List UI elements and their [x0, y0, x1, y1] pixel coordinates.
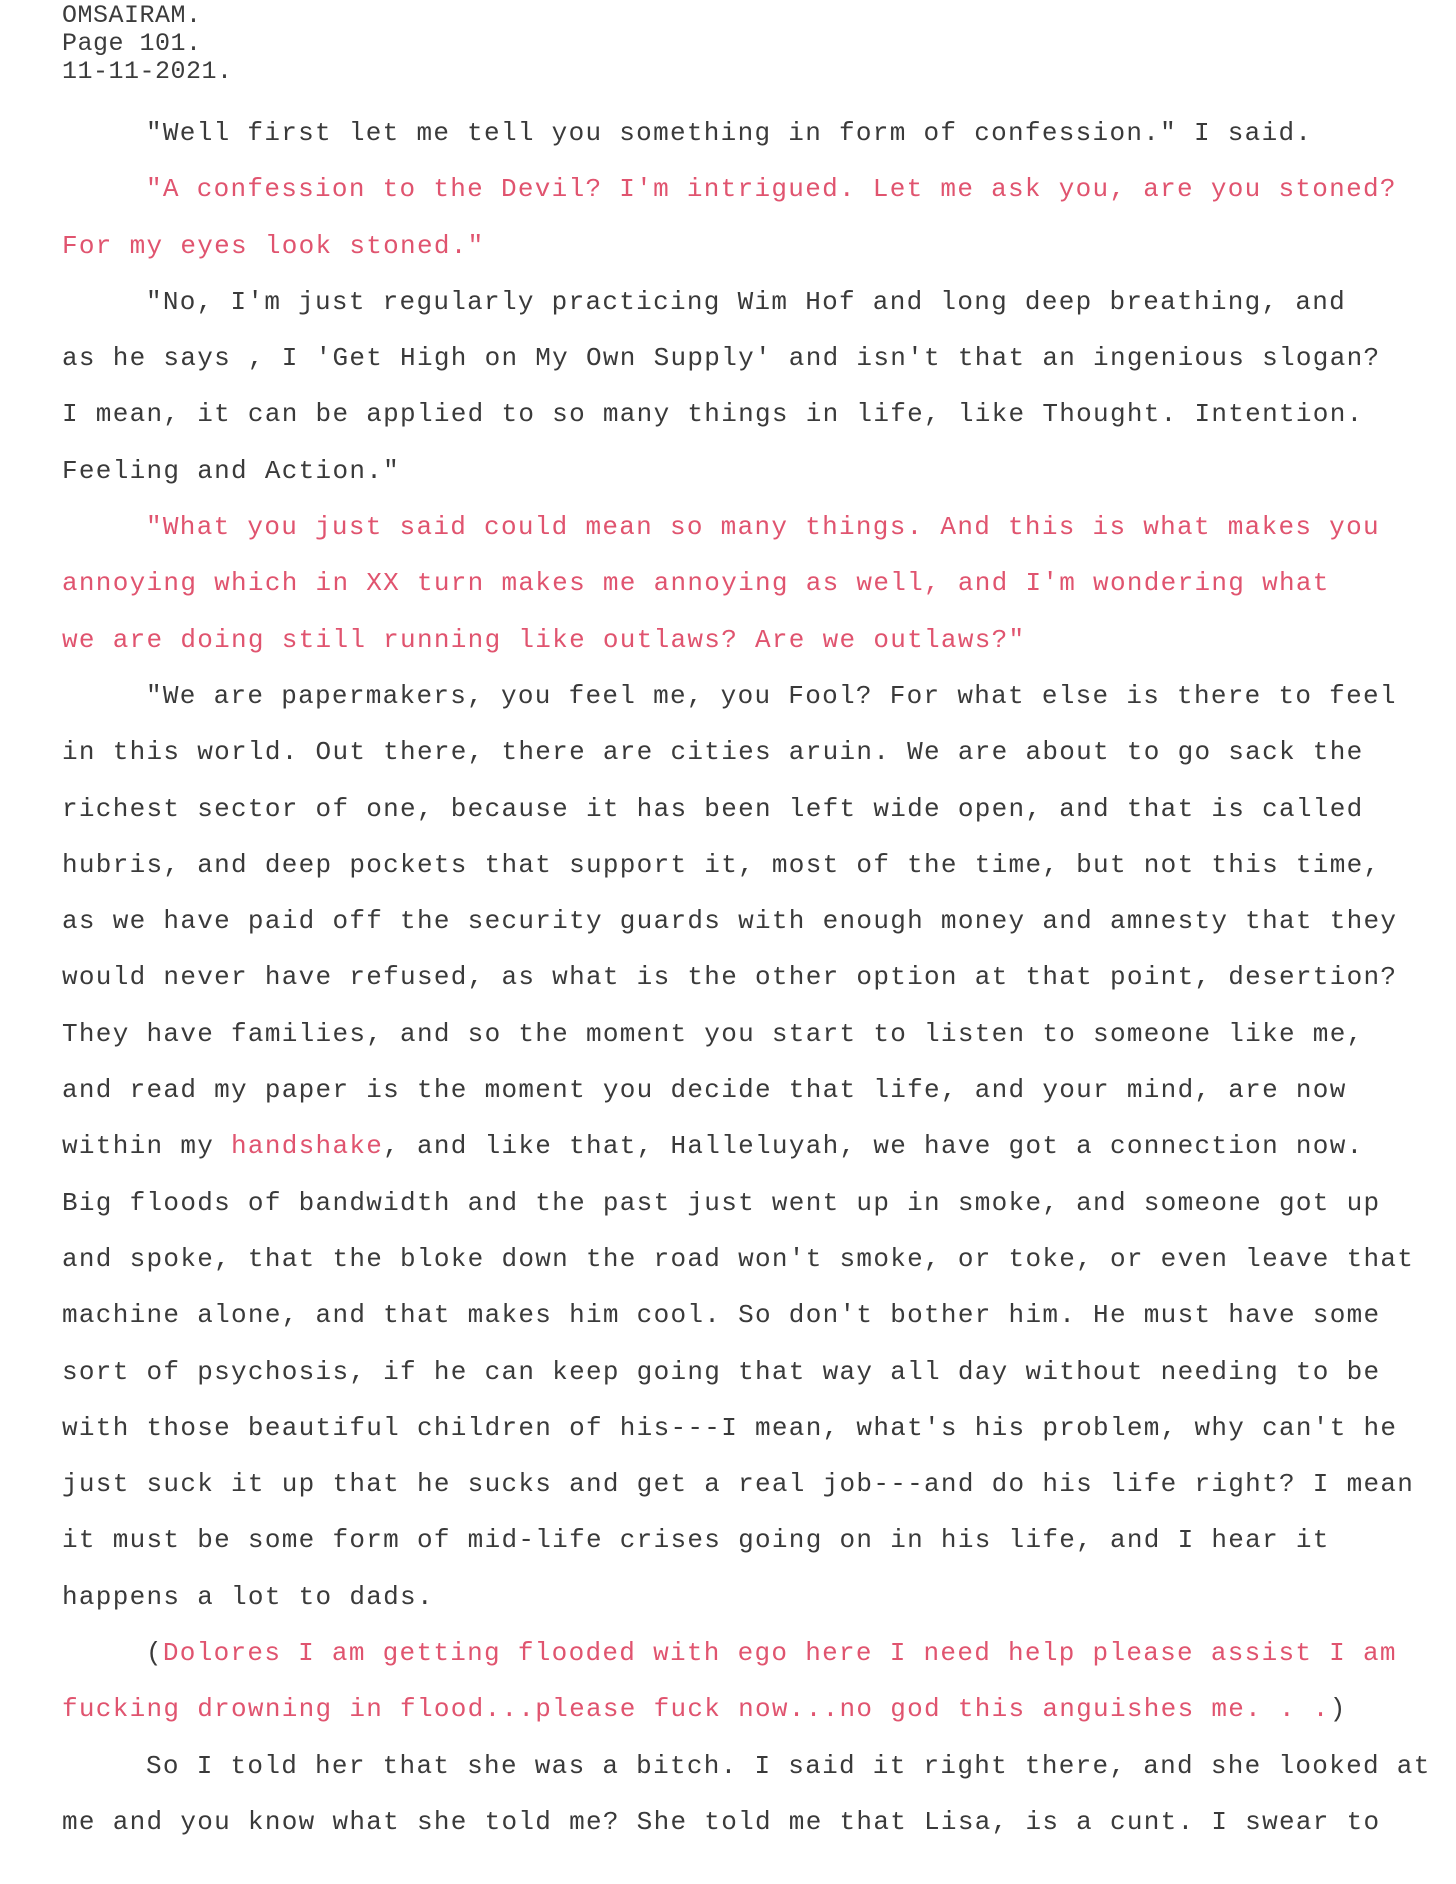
text-line	[62, 330, 1442, 386]
text-line	[62, 612, 1442, 668]
text-segment: (	[146, 1638, 163, 1669]
text-segment: sort of psychosis, if he can keep going that way all day without needing to be	[62, 1356, 1381, 1387]
text-segment: in this world. Out there, there are cities aruin. We are about to go sack the	[62, 737, 1364, 768]
text-segment: as he says , I 'Get High on My Own Supply' and isn't that an ingenious slogan?	[62, 343, 1381, 374]
text-line	[62, 1681, 1442, 1737]
text-line	[62, 1006, 1442, 1062]
red-text-segment: handshake	[231, 1131, 384, 1162]
text-line	[62, 1794, 1442, 1850]
text-line	[62, 555, 1442, 611]
red-text-segment: annoying which in XX turn makes me annoying as well, and I'm wondering what	[62, 568, 1330, 599]
text-line	[62, 1400, 1442, 1456]
text-line	[62, 1062, 1442, 1118]
text-segment: it must be some form of mid-life crises going on in his life, and I hear it	[62, 1525, 1330, 1556]
text-line	[62, 1512, 1442, 1568]
text-segment: So I told her that she was a bitch. I said it right there, and she looked at	[146, 1750, 1431, 1781]
text-line	[62, 443, 1442, 499]
text-line	[62, 386, 1442, 442]
text-line	[62, 1456, 1442, 1512]
red-text-segment: For my eyes look stoned."	[62, 230, 485, 261]
header-title: OMSAIRAM.	[62, 1, 202, 30]
red-text-segment: "A confession to the Devil? I'm intrigued. Let me ask you, are you stoned?	[146, 174, 1397, 205]
red-text-segment: we are doing still running like outlaws? Are we outlaws?"	[62, 624, 1026, 655]
text-segment: Big floods of bandwidth and the past just went up in smoke, and someone got up	[62, 1187, 1381, 1218]
red-text-segment: fucking drowning in flood...please fuck now...no god this anguishes me. . .	[62, 1694, 1330, 1725]
text-segment: "No, I'm just regularly practicing Wim Hof and long deep breathing, and	[146, 286, 1347, 317]
text-segment: within my	[62, 1131, 232, 1162]
text-line	[62, 724, 1442, 780]
text-segment: machine alone, and that makes him cool. So don't bother him. He must have some	[62, 1300, 1381, 1331]
text-line	[62, 1175, 1442, 1231]
text-line	[62, 1569, 1442, 1625]
text-segment: "We are papermakers, you feel me, you Fool? For what else is there to feel	[146, 680, 1397, 711]
text-line	[62, 161, 1442, 217]
manuscript-body	[62, 105, 1442, 1850]
text-segment: as we have paid off the security guards with enough money and amnesty that they	[62, 906, 1398, 937]
text-line	[62, 893, 1442, 949]
text-line	[62, 1118, 1442, 1174]
text-segment: , and like that, Halleluyah, we have got a connection now.	[383, 1131, 1364, 1162]
text-segment: hubris, and deep pockets that support it, most of the time, but not this time,	[62, 849, 1381, 880]
text-segment: They have families, and so the moment you start to listen to someone like me,	[62, 1018, 1364, 1049]
text-segment: richest sector of one, because it has been left wide open, and that is called	[62, 793, 1364, 824]
text-segment: I mean, it can be applied to so many things in life, like Thought. Intention.	[62, 399, 1364, 430]
text-segment: happens a lot to dads.	[62, 1581, 434, 1612]
text-line	[62, 1344, 1442, 1400]
text-line	[62, 1625, 1442, 1681]
text-line	[62, 1231, 1442, 1287]
text-line	[62, 105, 1442, 161]
text-line	[62, 1738, 1442, 1794]
text-segment: with those beautiful children of his---I mean, what's his problem, why can't he	[62, 1412, 1398, 1443]
page-header	[62, 2, 233, 86]
text-segment: "Well first let me tell you something in form of confession." I said.	[146, 118, 1313, 148]
text-line	[62, 274, 1442, 330]
text-segment: Feeling and Action."	[62, 455, 401, 486]
text-segment: me and you know what she told me? She told me that Lisa, is a cunt. I swear to	[62, 1806, 1381, 1837]
red-text-segment: Dolores I am getting flooded with ego here I need help please assist I am	[162, 1638, 1397, 1669]
text-segment: just suck it up that he sucks and get a real job---and do his life right? I mean	[62, 1469, 1415, 1500]
text-line	[62, 218, 1442, 274]
text-line	[62, 499, 1442, 555]
red-text-segment: "What you just said could mean so many things. And this is what makes you	[146, 512, 1380, 543]
text-line	[62, 837, 1442, 893]
text-segment: and read my paper is the moment you decide that life, and your mind, are now	[62, 1075, 1347, 1106]
text-line	[62, 781, 1442, 837]
text-segment: would never have refused, as what is the other option at that point, desertion?	[62, 962, 1398, 993]
text-line	[62, 949, 1442, 1005]
text-line	[62, 1287, 1442, 1343]
text-segment: )	[1329, 1694, 1347, 1725]
page-number: Page 101.	[62, 29, 202, 58]
text-segment: and spoke, that the bloke down the road won't smoke, or toke, or even leave that	[62, 1243, 1415, 1274]
page-date: 11-11-2021.	[62, 57, 233, 86]
text-line	[62, 668, 1442, 724]
